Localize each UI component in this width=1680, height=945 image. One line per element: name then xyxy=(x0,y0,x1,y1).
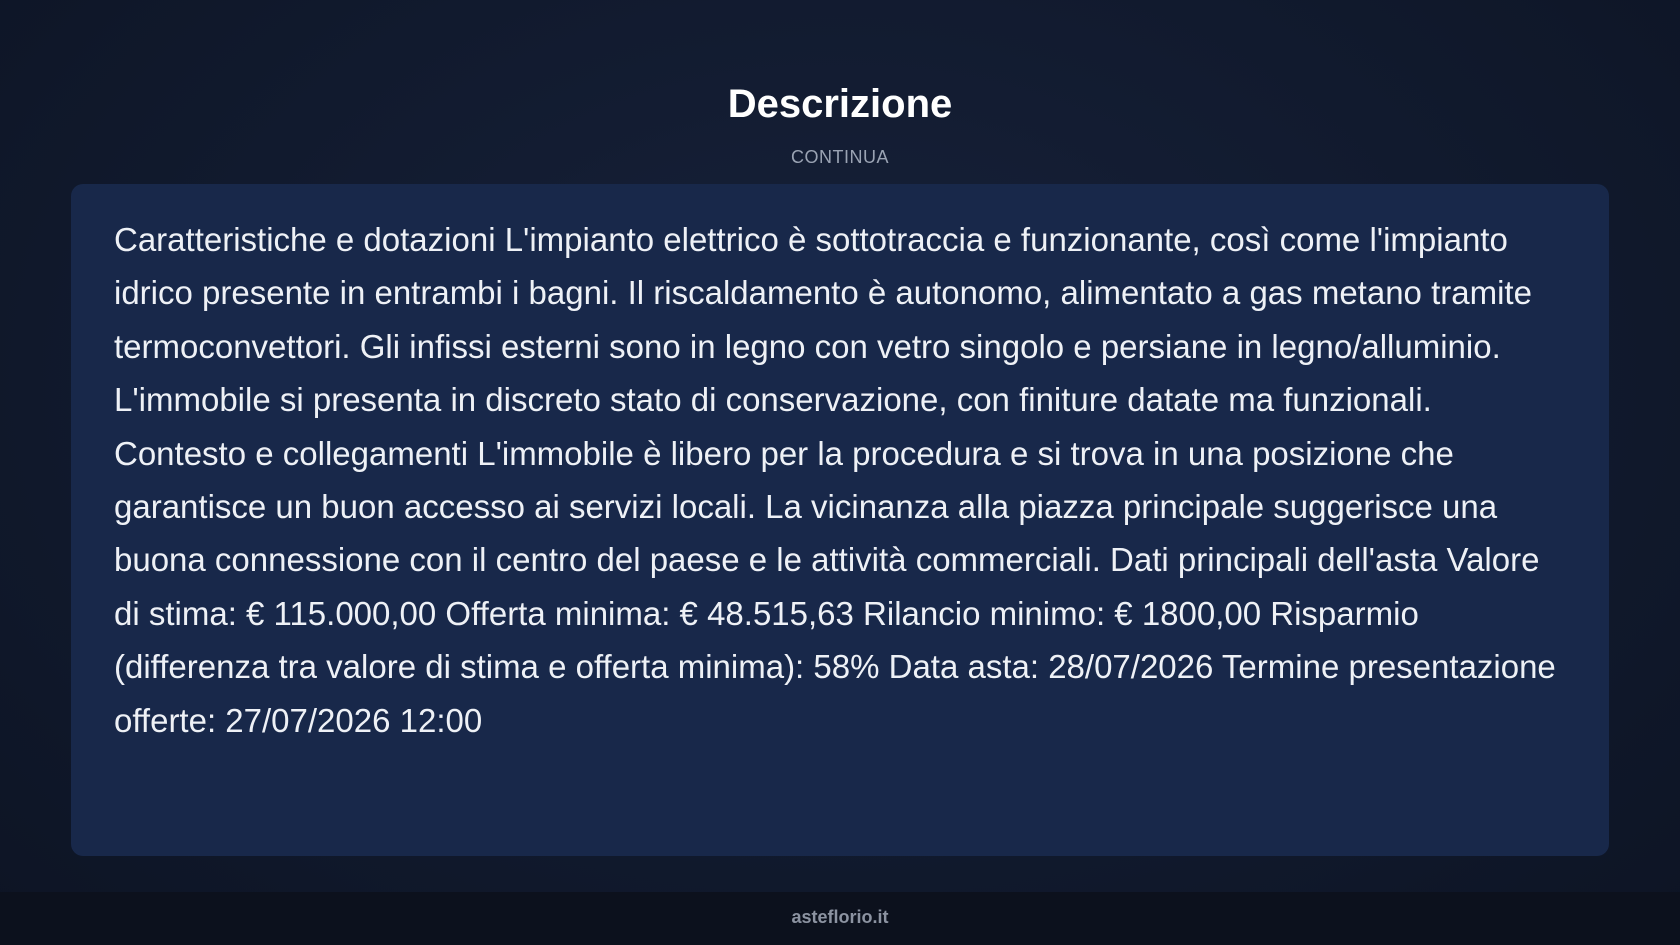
footer-site-name: asteflorio.it xyxy=(791,907,889,927)
continue-label: CONTINUA xyxy=(791,147,889,167)
description-card xyxy=(71,184,1609,856)
description-text: Caratteristiche e dotazioni L'impianto elettrico è sottotraccia e funzionante, così come l'impianto idrico presente in entrambi i bagni. Il riscaldamento è autonomo, alimentato a gas metano tramite termoconvettori. Gli infissi esterni sono in legno con vetro singolo e persiane in legno/alluminio. L'immobile si presenta in discreto stato di conservazione, con finiture datate ma funzionali. Contesto e collegamenti L'immobile è libero per la procedura e si trova in una posizione che garantisce un buon accesso ai servizi locali. La vicinanza alla piazza principale suggerisce una buona connessione con il centro del paese e le attività commerciali. Dati principali dell'asta Valore di stima: € 115.000,00 Offerta minima: € 48.515,63 Rilancio minimo: € 1800,00 Risparmio (differenza tra valore di stima e offerta minima): 58% Data asta: 28/07/2026 Termine presentazione offerte: 27/07/2026 12:00 xyxy=(114,221,1556,739)
page-title: Descrizione xyxy=(727,82,953,126)
